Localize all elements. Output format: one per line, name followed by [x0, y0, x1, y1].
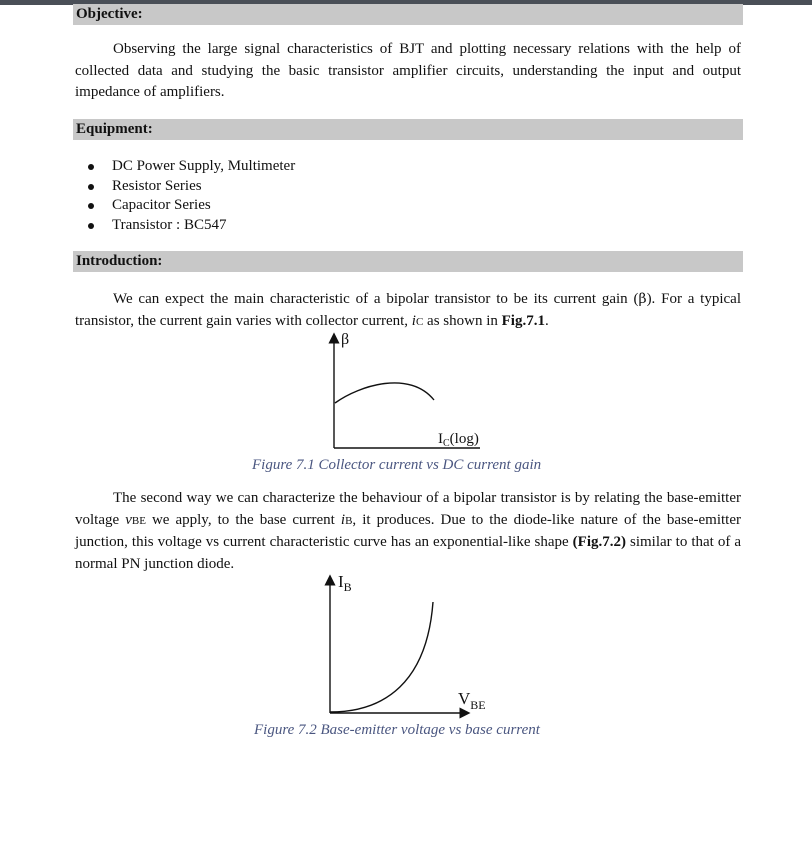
equipment-item: Transistor : BC547 — [86, 216, 295, 236]
y-axis-label: $I_B$ — [338, 572, 352, 594]
equipment-heading: Equipment: — [73, 119, 743, 140]
figure-7-1-caption: Figure 7.1 Collector current vs DC current gain — [252, 457, 542, 473]
figure-7-2 — [315, 570, 525, 718]
equipment-list — [86, 157, 295, 235]
figure-reference: Fig.7.1 — [501, 312, 545, 329]
x-axis-label: $I_C(\log)$ — [438, 431, 479, 449]
figure-7-2-caption: Figure 7.2 Base-emitter voltage vs base current — [254, 722, 540, 738]
figure-7-1 — [320, 330, 520, 455]
bullet-icon — [88, 164, 94, 170]
bullet-icon — [88, 223, 94, 229]
intro-paragraph-2: The second way we can characterize the behaviour of a bipolar transistor is by relating the base-emitter voltage vBE we apply, to the base current iB, it produces. Due to the diode-like nature of the base-emitter junction, this voltage vs current characteristic curve has an exponential-like shape (Fig.7.2) similar to that of a normal PN junction diode. — [75, 490, 741, 572]
bullet-icon — [88, 184, 94, 190]
x-axis-label: $V_{BE}$ — [458, 689, 486, 712]
bullet-icon — [88, 203, 94, 209]
beta-curve — [335, 383, 434, 403]
y-axis-label: β — [341, 331, 350, 348]
intro-paragraph-1: We can expect the main characteristic of a bipolar transistor to be its current gain (β). For a typical transistor, the current gain varies with collector current, iC as shown in Fig.7.1. — [75, 291, 741, 329]
equipment-item: DC Power Supply, Multimeter — [86, 157, 295, 177]
figure-reference: (Fig.7.2) — [572, 534, 626, 550]
objective-text: Observing the large signal characteristics of BJT and plotting necessary relations with the help of collected data and studying the basic transistor amplifier circuits, understanding the input and output impedance of amplifiers. — [75, 41, 741, 100]
objective-heading: Objective: — [73, 4, 743, 25]
ib-curve — [330, 602, 433, 712]
objective-paragraph — [75, 39, 741, 104]
introduction-heading: Introduction: — [73, 251, 743, 272]
equipment-item: Capacitor Series — [86, 196, 295, 216]
equipment-item: Resistor Series — [86, 177, 295, 197]
